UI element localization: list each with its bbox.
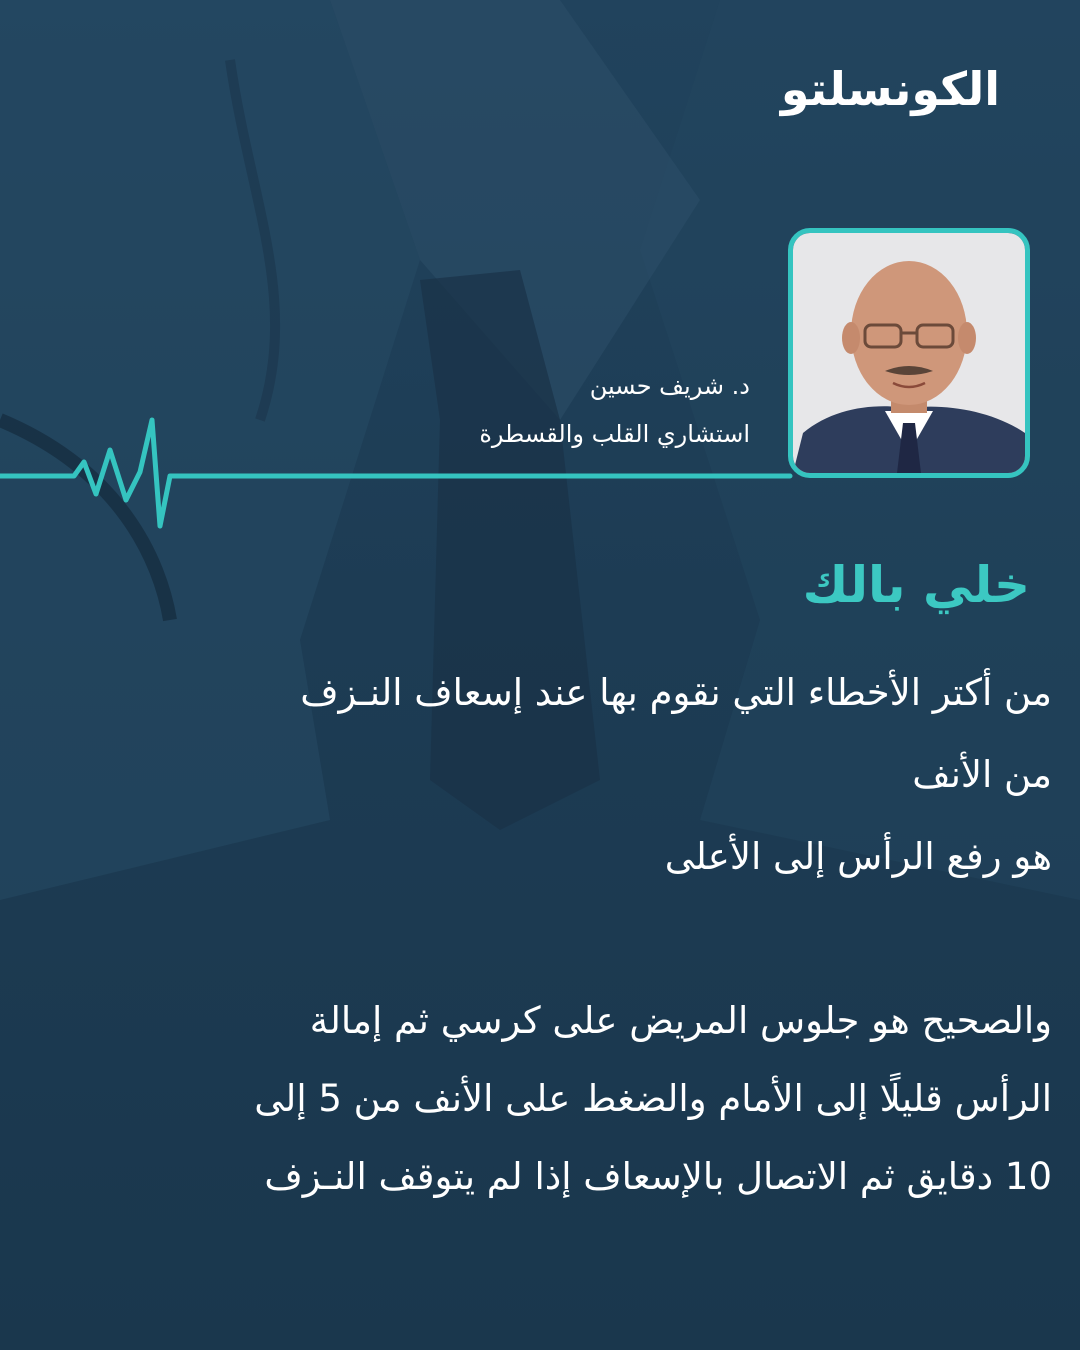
body-line-3: هو رفع الرأس إلى الأعلى bbox=[664, 835, 1052, 878]
headline: خلي بالك bbox=[802, 556, 1030, 614]
doctor-name: د. شريف حسين bbox=[589, 372, 750, 400]
doctor-portrait-icon bbox=[793, 233, 1025, 473]
brand-logo: الكونسلتو bbox=[780, 62, 1000, 116]
doctor-photo bbox=[788, 228, 1030, 478]
body-line-1: من أكتر الأخطاء التي نقوم بها عند إسعاف النـزف bbox=[300, 671, 1052, 714]
body-line-4: والصحيح هو جلوس المريض على كرسي ثم إمالة bbox=[309, 999, 1052, 1042]
body-line-2: من الأنف bbox=[912, 753, 1052, 796]
body-line-5: الرأس قليلًا إلى الأمام والضغط على الأنف من 5 إلى bbox=[254, 1077, 1052, 1120]
doctor-title: استشاري القلب والقسطرة bbox=[479, 420, 750, 448]
body-line-6: 10 دقايق ثم الاتصال بالإسعاف إذا لم يتوقف النـزف bbox=[264, 1155, 1052, 1198]
